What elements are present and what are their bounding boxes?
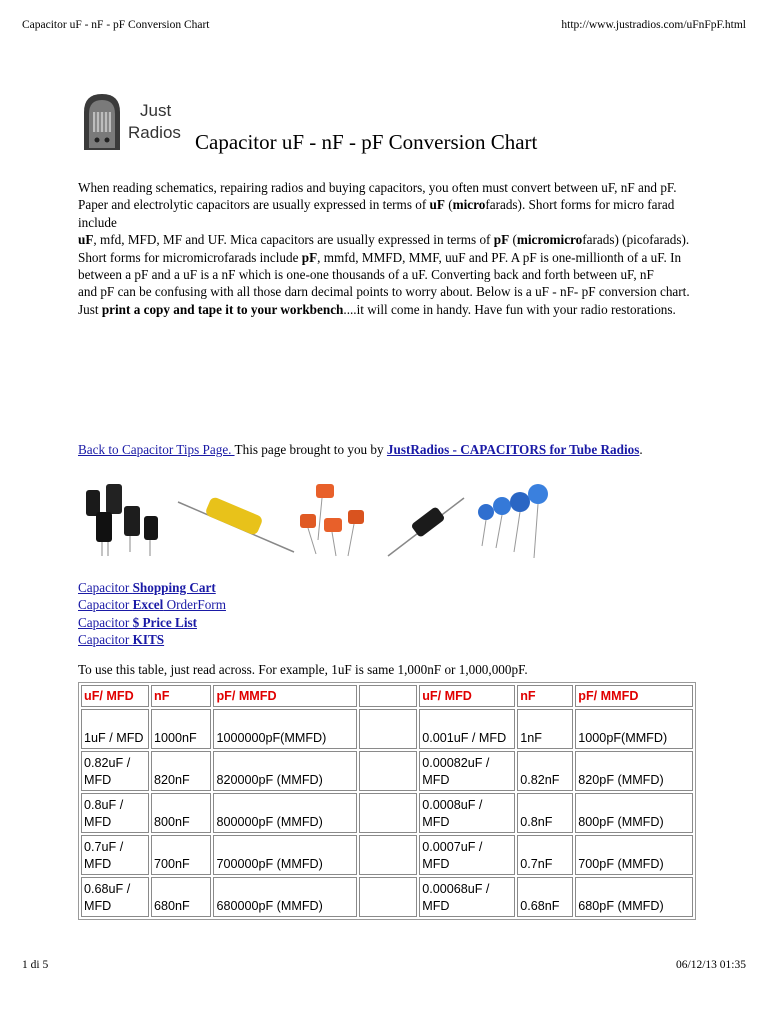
cell-pf-2: 820pF (MMFD) — [575, 751, 693, 791]
cell-uf: 0.8uF / MFD — [81, 793, 149, 833]
excel-orderform-link[interactable]: Capacitor Excel OrderForm — [78, 597, 226, 613]
header-nf: nF — [151, 685, 211, 707]
print-footer-date: 06/12/13 01:35 — [676, 959, 746, 971]
table-header-row — [81, 685, 693, 707]
links-paragraph: Back to Capacitor Tips Page. This page brought to you by JustRadios - CAPACITORS for Tube Radios. — [78, 442, 643, 457]
header-uf: uF/ MFD — [81, 685, 149, 707]
table-row — [81, 835, 693, 875]
cell-spacer — [359, 709, 417, 749]
logo-text-radios: Radios — [128, 123, 181, 142]
header-spacer — [359, 685, 417, 707]
justradios-logo — [78, 90, 192, 152]
cell-nf-2: 0.82nF — [517, 751, 573, 791]
table-row — [81, 751, 693, 791]
shopping-cart-link[interactable]: Capacitor Shopping Cart — [78, 580, 216, 595]
intro-paragraph-7: Just print a copy and tape it to your workbench....it will come in handy. Have fun with your radio restorations. — [78, 301, 676, 317]
cell-nf: 700nF — [151, 835, 211, 875]
cell-spacer — [359, 793, 417, 833]
intro-paragraph-5: between a pF and a uF is a nF which is one-one thousands of a uF. Converting back and forth between uF, nF — [78, 267, 654, 283]
cell-nf: 800nF — [151, 793, 211, 833]
cell-pf-2: 800pF (MMFD) — [575, 793, 693, 833]
axial-capacitor-image — [178, 496, 294, 552]
cell-nf-2: 1nF — [517, 709, 573, 749]
cell-pf: 800000pF (MMFD) — [213, 793, 357, 833]
cell-nf: 820nF — [151, 751, 211, 791]
cell-uf: 0.82uF / MFD — [81, 751, 149, 791]
cell-pf: 700000pF (MMFD) — [213, 835, 357, 875]
cell-uf-2: 0.001uF / MFD — [419, 709, 515, 749]
header-pf: pF/ MMFD — [213, 685, 357, 707]
table-row — [81, 709, 693, 749]
ceramic-capacitors-image — [478, 484, 548, 558]
cell-nf-2: 0.68nF — [517, 877, 573, 917]
price-list-link[interactable]: Capacitor $ Price List — [78, 614, 198, 630]
print-header-url: http://www.justradios.com/uFnFpF.html — [561, 19, 746, 31]
intro-paragraph-4: Short forms for micromicrofarads include pF, mmfd, MMFD, MMF, uuF and PF. A pF is one-millionth of a uF. In — [78, 249, 682, 265]
intro-paragraph-3: uF, mfd, MFD, MF and UF. Mica capacitors are usually expressed in terms of pF (micromicrofarads) (picofarads). — [78, 232, 690, 248]
justradios-capacitors-link[interactable]: JustRadios - CAPACITORS for Tube Radios — [386, 442, 640, 457]
conversion-table — [78, 682, 696, 920]
cell-pf: 680000pF (MMFD) — [213, 877, 357, 917]
cell-uf-2: 0.0007uF / MFD — [419, 835, 515, 875]
header-uf-2: uF/ MFD — [419, 685, 515, 707]
print-header-title: Capacitor uF - nF - pF Conversion Chart — [22, 19, 210, 31]
cell-nf-2: 0.7nF — [517, 835, 573, 875]
intro-paragraph-2: Paper and electrolytic capacitors are usually expressed in terms of uF (microfarads). Short forms for micro farad include — [78, 197, 675, 230]
intro-text — [78, 179, 693, 318]
cell-uf: 1uF / MFD — [81, 709, 149, 749]
kits-link[interactable]: Capacitor KITS — [78, 632, 165, 648]
cell-spacer — [359, 877, 417, 917]
logo-text-just: Just — [140, 101, 172, 120]
header-nf-2: nF — [517, 685, 573, 707]
cell-pf-2: 1000pF(MMFD) — [575, 709, 693, 749]
page-title: Capacitor uF - nF - pF Conversion Chart — [195, 130, 538, 154]
header-pf-2: pF/ MMFD — [575, 685, 693, 707]
table-instructions: To use this table, just read across. For example, 1uF is same 1,000nF or 1,000,000pF. — [78, 662, 528, 677]
cell-pf-2: 700pF (MMFD) — [575, 835, 693, 875]
cell-uf: 0.68uF / MFD — [81, 877, 149, 917]
cell-uf-2: 0.0008uF / MFD — [419, 793, 515, 833]
cell-pf-2: 680pF (MMFD) — [575, 877, 693, 917]
table-row — [81, 877, 693, 917]
brought-by-text: This page brought to you by — [234, 442, 387, 457]
print-footer-page: 1 di 5 — [22, 959, 49, 971]
cell-spacer — [359, 835, 417, 875]
electrolytic-capacitors-image — [86, 484, 158, 556]
shop-links — [78, 579, 226, 649]
intro-paragraph-6: and pF can be confusing with all those darn decimal points to worry about. Below is a uF - nF- pF conversion chart. — [78, 284, 690, 300]
cell-uf-2: 0.00068uF / MFD — [419, 877, 515, 917]
cell-nf: 680nF — [151, 877, 211, 917]
cell-pf: 820000pF (MMFD) — [213, 751, 357, 791]
capacitor-images — [78, 476, 548, 560]
cell-spacer — [359, 751, 417, 791]
cell-uf: 0.7uF / MFD — [81, 835, 149, 875]
black-axial-capacitor-image — [388, 498, 464, 556]
film-capacitors-image — [300, 484, 364, 556]
cell-nf: 1000nF — [151, 709, 211, 749]
intro-paragraph-1: When reading schematics, repairing radios and buying capacitors, you often must convert between uF, nF and pF. — [78, 180, 677, 195]
cell-nf-2: 0.8nF — [517, 793, 573, 833]
cell-uf-2: 0.00082uF / MFD — [419, 751, 515, 791]
table-row — [81, 793, 693, 833]
back-to-tips-link[interactable]: Back to Capacitor Tips Page. — [78, 442, 235, 457]
cell-pf: 1000000pF(MMFD) — [213, 709, 357, 749]
